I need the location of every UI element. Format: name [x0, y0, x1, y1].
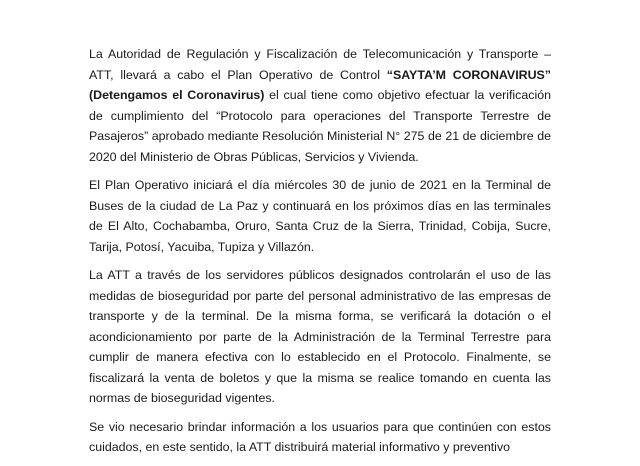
document-body — [89, 44, 551, 466]
paragraph-information — [89, 417, 551, 458]
paragraph-text: El Plan Operativo iniciará el día miércoles 30 de junio de 2021 en la Terminal de Buses de la ciudad de La Paz y continuará en los próximos días en las terminales de El Alto, Cochabamba, Oruro, Santa Cruz de la Sierra, Trinidad, Cobija, Sucre, Tarija, Potosí, Yacuiba, Tupiza y Villazón. — [89, 178, 551, 254]
paragraph-schedule — [89, 175, 551, 257]
paragraph-plan-announcement — [89, 44, 551, 167]
paragraph-text: el cual tiene como objetivo efectuar la verificación de cumplimiento del “Protocolo para operaciones del Transporte Terrestre de Pasajeros” aprobado mediante Resolución Ministerial N° 275 de 21 de diciembre de 2020 del Ministerio de Obras Públicas, Servicios y Vivienda. — [89, 88, 551, 164]
paragraph-text: Se vio necesario brindar información a los usuarios para que continúen con estos cuidados, en este sentido, la ATT distribuirá material informativo y preventivo — [89, 419, 551, 454]
paragraph-controls — [89, 265, 551, 409]
paragraph-text: La ATT a través de los servidores públicos designados controlarán el uso de las medidas de bioseguridad por parte del personal administrativo de las empresas de transporte y de la terminal. De la misma forma, se verificará la dotación o el acondicionamiento por parte de la Administración de la Terminal Terrestre para cumplir de manera efectiva con lo establecido en el Protocolo. Finalmente, se fiscalizará la venta de boletos y que la misma se realice tomando en cuenta las normas de bioseguridad vigentes. — [89, 268, 551, 405]
paragraph-text: La Autoridad de Regulación y Fiscalización de Telecomunicación y Transporte – ATT, llevará a cabo el Plan Operativo de Control — [89, 47, 551, 82]
operation-name-bold: “SAYTA’M CORONAVIRUS” (Detengamos el Coronavirus) — [89, 67, 551, 102]
